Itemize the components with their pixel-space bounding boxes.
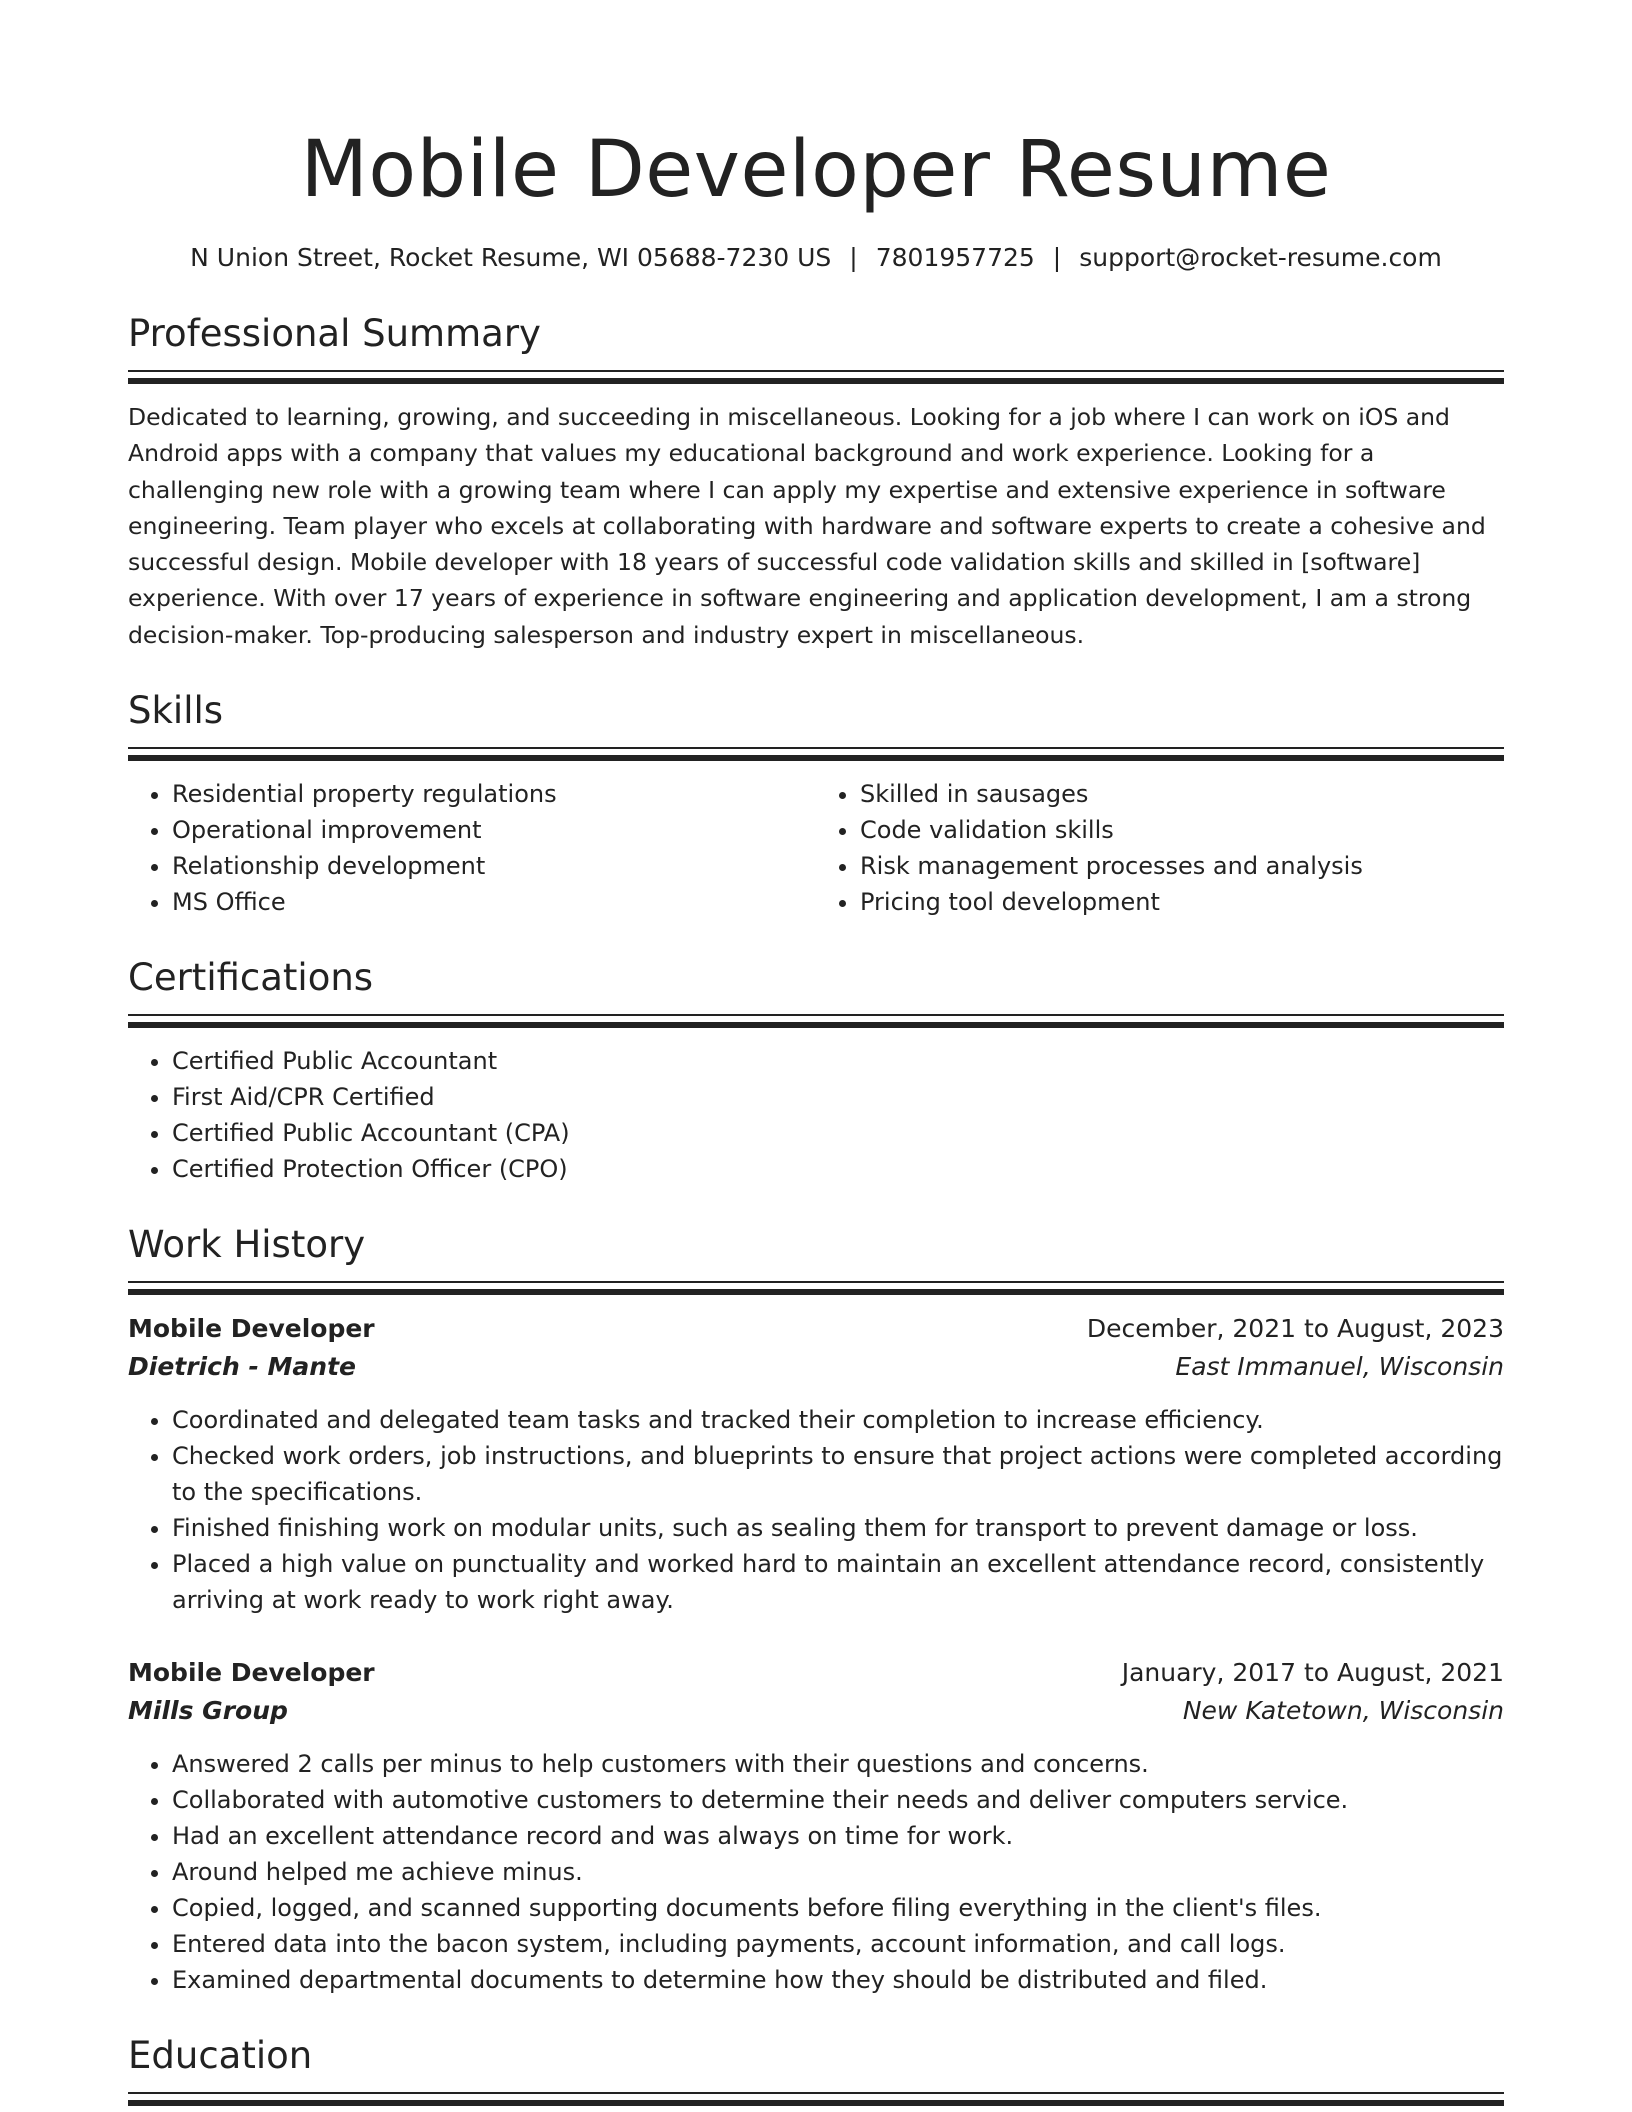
- job-duty-item: • Examined departmental documents to determine how they should be distributed and filed.: [172, 1962, 1504, 1998]
- education-section: [128, 2032, 1504, 2107]
- summary-text: Dedicated to learning, growing, and succeeding in miscellaneous. Looking for a job where I can work on iOS and Android apps with a company that values my educational background and work experience. Looking for a challenging new role with a growing team where I can apply my expertise and extensive experience in software engineering. Team player who excels at collaborating with hardware and software experts to create a cohesive and successful design. Mobile developer with 18 years of successful code validation skills and skilled in [software] experience. With over 17 years of experience in software engineering and application development, I am a strong decision-maker. Top-producing salesperson and industry expert in miscellaneous.: [128, 403, 1486, 649]
- job-duty-item: • Finished finishing work on modular units, such as sealing them for transport to prevent damage or loss.: [172, 1510, 1504, 1546]
- contact-separator: |: [1052, 243, 1062, 272]
- job-duty-item: • Had an excellent attendance record and was always on time for work.: [172, 1818, 1504, 1854]
- job-header-row: [128, 1310, 1504, 1348]
- job-duty-item: • Placed a high value on punctuality and worked hard to maintain an excellent attendance record, consistently arriving at work ready to work right away.: [172, 1546, 1504, 1618]
- job-entry: [128, 1310, 1504, 1618]
- job-header-row: [128, 1654, 1504, 1692]
- job-location: East Immanuel, Wisconsin: [1175, 1352, 1504, 1382]
- job-subheader-row: [128, 1692, 1504, 1730]
- certifications-heading: Certifications: [128, 956, 374, 1000]
- job-duty-item: • Answered 2 calls per minus to help customers with their questions and concerns.: [172, 1746, 1504, 1782]
- job-duties-list: [128, 1746, 1504, 1998]
- contact-line: [128, 240, 1504, 276]
- summary-heading: Professional Summary: [128, 312, 541, 355]
- certification-item: • Certified Public Accountant: [172, 1043, 1504, 1079]
- skill-item: • Risk management processes and analysis: [860, 848, 1504, 884]
- job-subheader-row: [128, 1348, 1504, 1386]
- skill-item: • Pricing tool development: [860, 884, 1504, 920]
- skill-item: • Skilled in sausages: [860, 776, 1504, 812]
- resume-title: Mobile Developer Resume: [300, 125, 1332, 215]
- education-heading: Education: [128, 2034, 313, 2078]
- skill-item: • Operational improvement: [172, 812, 816, 848]
- certification-item: • Certified Public Accountant (CPA): [172, 1115, 1504, 1151]
- certifications-list: [128, 1043, 1504, 1187]
- section-divider: [128, 747, 1504, 762]
- work-history-heading: Work History: [128, 1223, 366, 1267]
- work-history-section: [128, 1221, 1504, 1998]
- section-divider: [128, 370, 1504, 385]
- job-location: New Katetown, Wisconsin: [1182, 1696, 1504, 1726]
- job-duty-item: • Around helped me achieve minus.: [172, 1854, 1504, 1890]
- certifications-section: [128, 954, 1504, 1187]
- summary-section: [128, 310, 1504, 653]
- contact-address: N Union Street, Rocket Resume, WI 05688-7230 US: [190, 243, 832, 272]
- job-duty-item: • Checked work orders, job instructions, and blueprints to ensure that project actions were completed according to the specifications.: [172, 1438, 1504, 1510]
- job-duty-item: • Coordinated and delegated team tasks and tracked their completion to increase efficiency.: [172, 1402, 1504, 1438]
- job-title: Mobile Developer: [128, 1658, 375, 1688]
- skill-item: • Code validation skills: [860, 812, 1504, 848]
- contact-phone: 7801957725: [875, 243, 1035, 272]
- contact-separator: |: [849, 243, 858, 272]
- section-divider: [128, 1014, 1504, 1029]
- job-duty-item: • Collaborated with automotive customers to determine their needs and deliver computers service.: [172, 1782, 1504, 1818]
- skills-grid: [128, 762, 1504, 920]
- job-title: Mobile Developer: [128, 1314, 375, 1344]
- job-company: Mills Group: [128, 1696, 288, 1726]
- section-divider: [128, 2092, 1504, 2107]
- resume-page: [128, 0, 1504, 2107]
- job-dates: December, 2021 to August, 2023: [1086, 1314, 1504, 1344]
- job-duty-item: • Entered data into the bacon system, including payments, account information, and call logs.: [172, 1926, 1504, 1962]
- skill-item: • MS Office: [172, 884, 816, 920]
- skill-item: • Relationship development: [172, 848, 816, 884]
- skills-list-left: [128, 776, 816, 920]
- contact-email: support@rocket-resume.com: [1079, 243, 1442, 272]
- job-company: Dietrich - Mante: [128, 1352, 356, 1382]
- certification-item: • First Aid/CPR Certified: [172, 1079, 1504, 1115]
- job-duty-item: • Copied, logged, and scanned supporting documents before filing everything in the client's files.: [172, 1890, 1504, 1926]
- certification-item: • Certified Protection Officer (CPO): [172, 1151, 1504, 1187]
- job-duties-list: [128, 1402, 1504, 1618]
- skills-list-right: [816, 776, 1504, 920]
- skills-section: [128, 687, 1504, 920]
- skill-item: • Residential property regulations: [172, 776, 816, 812]
- skills-heading: Skills: [128, 689, 224, 733]
- job-entry: [128, 1654, 1504, 1998]
- job-dates: January, 2017 to August, 2021: [1121, 1658, 1504, 1688]
- section-divider: [128, 1281, 1504, 1296]
